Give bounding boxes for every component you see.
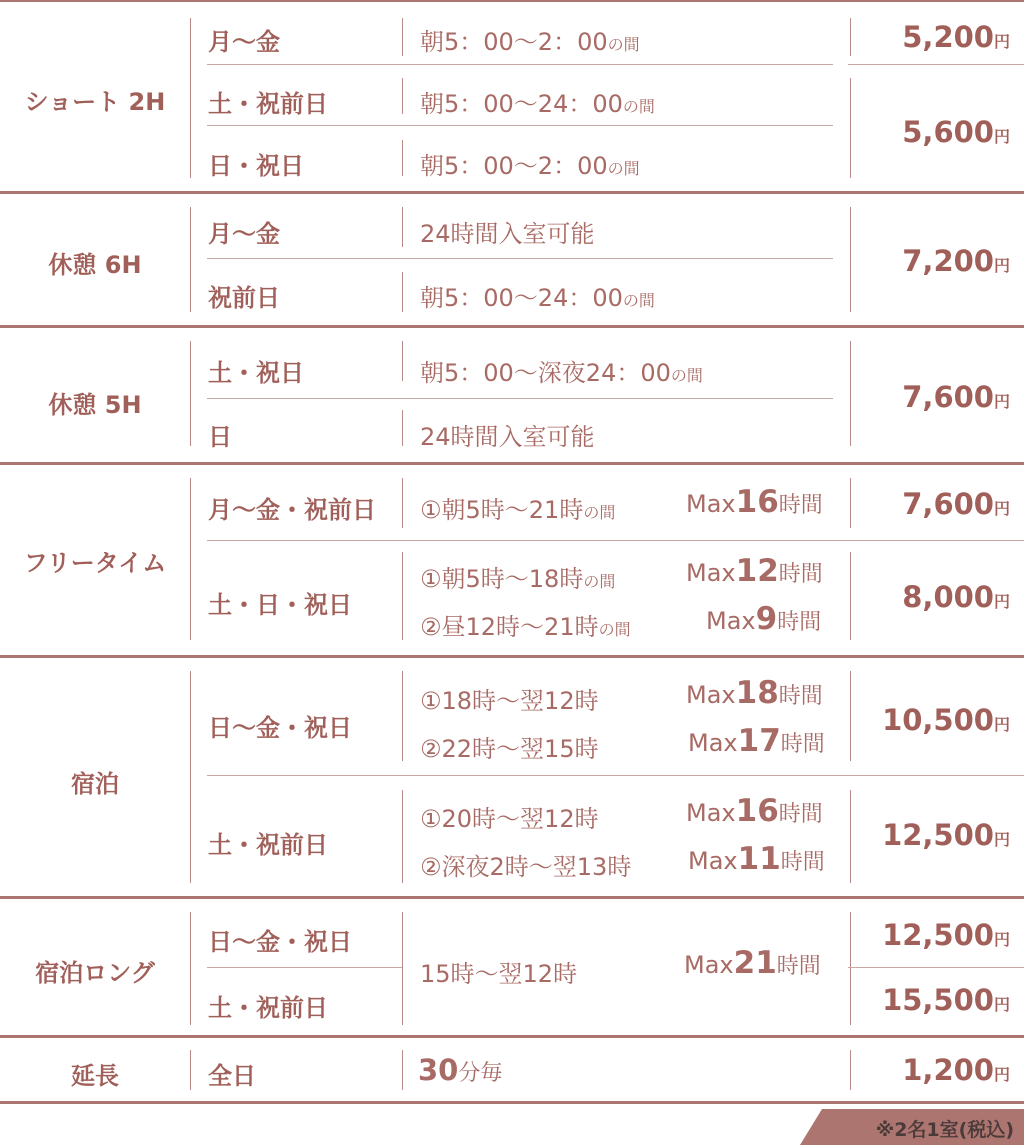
- max-label: Max: [706, 607, 756, 635]
- price: [902, 1053, 1010, 1087]
- row-divider: [0, 655, 1024, 658]
- price: [882, 818, 1010, 852]
- price: [902, 380, 1010, 414]
- day-label: 全日: [208, 1062, 256, 1090]
- max-label: Max: [686, 681, 736, 709]
- price: [902, 580, 1010, 614]
- max-hours: [686, 553, 823, 589]
- time-range: [420, 278, 655, 313]
- column-divider: [402, 790, 403, 883]
- column-divider: [190, 18, 191, 178]
- max-value: 17: [737, 723, 781, 759]
- time-text: 朝5：00〜24：00: [420, 284, 623, 312]
- max-hours: [688, 723, 825, 759]
- time-range: [420, 490, 615, 525]
- day-label: 土・祝前日: [208, 90, 328, 118]
- day-label: 月〜金: [208, 28, 280, 56]
- yen-unit: 円: [993, 715, 1010, 734]
- max-label: Max: [686, 490, 736, 518]
- row-divider: [0, 1101, 1024, 1104]
- time-suffix: の間: [670, 366, 703, 385]
- column-divider: [402, 272, 403, 312]
- time-suffix: の間: [598, 620, 631, 639]
- category-stay: 宿泊: [71, 770, 119, 798]
- time-range: [418, 1053, 502, 1087]
- column-divider: [402, 207, 403, 247]
- max-value: 21: [733, 945, 777, 981]
- time-range: ①20時〜翌12時: [420, 805, 599, 833]
- price: [902, 487, 1010, 521]
- yen-unit: 円: [993, 592, 1010, 611]
- price: [902, 244, 1010, 278]
- day-label: 土・日・祝日: [208, 591, 352, 619]
- column-divider: [402, 410, 403, 446]
- time-text: ①朝5時〜21時: [420, 496, 584, 524]
- hours-unit: 時間: [778, 802, 823, 827]
- category-free: フリータイム: [23, 549, 167, 577]
- column-divider: [190, 478, 191, 640]
- column-divider: [850, 671, 851, 761]
- time-range: [420, 353, 703, 388]
- price-value: 10,500: [882, 703, 994, 737]
- price: [882, 983, 1010, 1017]
- sub-divider: [207, 775, 1024, 776]
- category-short: ショート 2H: [24, 88, 166, 116]
- time-range: ①18時〜翌12時: [420, 687, 599, 715]
- day-label: 祝前日: [208, 284, 280, 312]
- row-divider: [0, 896, 1024, 899]
- sub-divider: [207, 398, 833, 399]
- time-suffix: の間: [622, 291, 655, 310]
- day-label: 月〜金・祝前日: [208, 496, 376, 524]
- time-range: ②深夜2時〜翌13時: [420, 853, 632, 881]
- footnote-text: ※2名1室(税込): [875, 1119, 1014, 1141]
- hours-unit: 時間: [776, 954, 821, 979]
- time-text: ①朝5時〜18時: [420, 565, 584, 593]
- price-value: 8,000: [902, 580, 994, 614]
- column-divider: [402, 140, 403, 176]
- category-stay-long: 宿泊ロング: [35, 959, 155, 987]
- max-value: 9: [755, 601, 778, 637]
- day-label: 日〜金・祝日: [208, 714, 352, 742]
- hours-unit: 時間: [780, 732, 825, 757]
- day-label: 日〜金・祝日: [208, 928, 352, 956]
- max-hours: [706, 601, 821, 637]
- row-divider: [0, 191, 1024, 194]
- column-divider: [850, 207, 851, 312]
- yen-unit: 円: [993, 1065, 1010, 1084]
- time-number: 30: [418, 1053, 459, 1087]
- day-label: 土・祝日: [208, 359, 304, 387]
- yen-unit: 円: [993, 499, 1010, 518]
- column-divider: [190, 341, 191, 446]
- column-divider: [190, 912, 191, 1025]
- time-range: ②22時〜翌15時: [420, 735, 599, 763]
- price-value: 7,200: [902, 244, 994, 278]
- time-range: 24時間入室可能: [420, 423, 595, 451]
- row-divider: [0, 0, 1024, 2]
- yen-unit: 円: [993, 930, 1010, 949]
- column-divider: [402, 1050, 403, 1090]
- price-value: 15,500: [882, 983, 994, 1017]
- column-divider: [850, 478, 851, 528]
- time-text: 朝5：00〜深夜24：00: [420, 359, 671, 387]
- max-hours: [686, 484, 823, 520]
- price-value: 12,500: [882, 818, 994, 852]
- time-range: [420, 146, 640, 181]
- sub-divider: [207, 125, 833, 126]
- yen-unit: 円: [993, 995, 1010, 1014]
- price: [882, 703, 1010, 737]
- sub-divider: [207, 540, 1024, 541]
- price: [902, 115, 1010, 149]
- sub-divider: [848, 64, 1024, 65]
- column-divider: [850, 790, 851, 883]
- yen-unit: 円: [993, 256, 1010, 275]
- column-divider: [850, 912, 851, 1025]
- time-range: 15時〜翌12時: [420, 960, 578, 988]
- max-hours: [684, 945, 821, 981]
- max-hours: [686, 793, 823, 829]
- time-suffix: の間: [622, 97, 655, 116]
- time-suffix: の間: [607, 35, 640, 54]
- max-value: 18: [735, 675, 779, 711]
- time-range: [420, 84, 655, 119]
- time-text: 朝5：00〜2：00: [420, 28, 608, 56]
- price-value: 5,600: [902, 115, 994, 149]
- max-value: 11: [737, 841, 781, 877]
- column-divider: [850, 341, 851, 446]
- footnote-tab: [822, 1109, 1024, 1145]
- hours-unit: 時間: [778, 684, 823, 709]
- column-divider: [190, 207, 191, 312]
- hours-unit: 時間: [778, 562, 823, 587]
- column-divider: [402, 478, 403, 528]
- price: [902, 20, 1010, 54]
- row-divider: [0, 462, 1024, 465]
- column-divider: [402, 552, 403, 640]
- price-value: 1,200: [902, 1053, 994, 1087]
- category-rest5: 休憩 5H: [48, 391, 142, 419]
- max-label: Max: [686, 559, 736, 587]
- time-suffix: の間: [583, 503, 616, 522]
- column-divider: [402, 912, 403, 1025]
- max-value: 12: [735, 553, 779, 589]
- max-value: 16: [735, 484, 779, 520]
- day-label: 土・祝前日: [208, 994, 328, 1022]
- time-suffix: の間: [583, 572, 616, 591]
- column-divider: [402, 671, 403, 761]
- price-value: 12,500: [882, 918, 994, 952]
- max-label: Max: [686, 799, 736, 827]
- day-label: 日: [208, 423, 232, 451]
- max-label: Max: [688, 729, 738, 757]
- max-value: 16: [735, 793, 779, 829]
- time-text: 朝5：00〜24：00: [420, 90, 623, 118]
- yen-unit: 円: [993, 127, 1010, 146]
- day-label: 日・祝日: [208, 152, 304, 180]
- max-label: Max: [688, 847, 738, 875]
- time-text: ②昼12時〜21時: [420, 613, 599, 641]
- sub-divider: [207, 967, 402, 968]
- row-divider: [0, 325, 1024, 328]
- sub-divider: [848, 967, 1024, 968]
- column-divider: [190, 1050, 191, 1090]
- price: [882, 918, 1010, 952]
- column-divider: [850, 18, 851, 56]
- time-range: [420, 559, 615, 594]
- time-range: [420, 22, 640, 57]
- time-unit: 分毎: [458, 1061, 503, 1086]
- time-text: 朝5：00〜2：00: [420, 152, 608, 180]
- time-suffix: の間: [607, 159, 640, 178]
- price-value: 5,200: [902, 20, 994, 54]
- sub-divider: [207, 258, 833, 259]
- max-hours: [688, 841, 825, 877]
- yen-unit: 円: [993, 392, 1010, 411]
- hours-unit: 時間: [780, 850, 825, 875]
- price-value: 7,600: [902, 487, 994, 521]
- column-divider: [850, 552, 851, 640]
- day-label: 土・祝前日: [208, 831, 328, 859]
- max-hours: [686, 675, 823, 711]
- column-divider: [850, 78, 851, 178]
- column-divider: [190, 671, 191, 883]
- yen-unit: 円: [993, 32, 1010, 51]
- column-divider: [402, 78, 403, 114]
- price-value: 7,600: [902, 380, 994, 414]
- footnote-tab-corner: [800, 1109, 822, 1145]
- column-divider: [850, 1050, 851, 1090]
- hours-unit: 時間: [778, 493, 823, 518]
- column-divider: [402, 18, 403, 56]
- time-range: [420, 607, 631, 642]
- max-label: Max: [684, 951, 734, 979]
- category-extend: 延長: [71, 1062, 119, 1090]
- column-divider: [402, 341, 403, 381]
- day-label: 月〜金: [208, 220, 280, 248]
- sub-divider: [207, 64, 833, 65]
- row-divider: [0, 1035, 1024, 1038]
- hours-unit: 時間: [777, 610, 822, 635]
- category-rest6: 休憩 6H: [48, 251, 142, 279]
- time-range: 24時間入室可能: [420, 220, 595, 248]
- yen-unit: 円: [993, 830, 1010, 849]
